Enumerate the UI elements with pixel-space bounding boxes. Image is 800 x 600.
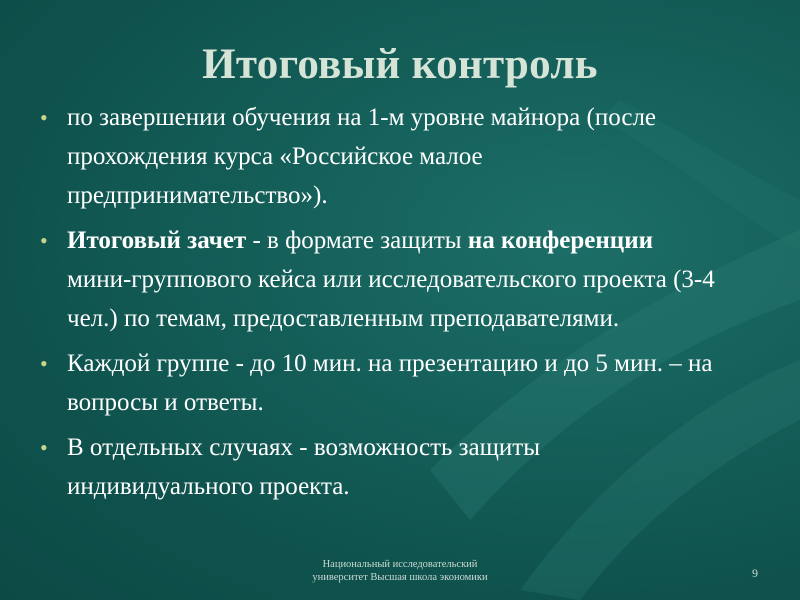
bullet-marker-icon: • bbox=[40, 435, 48, 460]
bullet-list bbox=[40, 98, 720, 512]
bullet-item bbox=[40, 428, 720, 506]
bullet-item bbox=[40, 221, 720, 338]
bullet-item bbox=[40, 98, 720, 215]
bullet-marker-icon: • bbox=[40, 105, 48, 130]
bullet-item bbox=[40, 344, 720, 422]
bullet-text: В отдельных случаях - возможность защиты индивидуального проекта. bbox=[67, 434, 540, 500]
footer-line-2: университет Высшая школа экономики bbox=[312, 572, 488, 583]
bullet-text: мини-группового кейса или исследовательского проекта (3-4 чел.) по темам, предоставленным преподавателями. bbox=[67, 266, 715, 332]
footer-line-1: Национальный исследовательский bbox=[322, 559, 478, 570]
bullet-text: Каждой группе - до 10 мин. на презентацию и до 5 мин. – на вопросы и ответы. bbox=[67, 350, 713, 416]
bullet-text: по завершении обучения на 1-м уровне майнора (после прохождения курса «Российское малое предпринимательство»). bbox=[67, 104, 657, 209]
bullet-marker-icon: • bbox=[40, 351, 48, 376]
slide-title: Итоговый контроль bbox=[202, 41, 598, 88]
bullet-marker-icon: • bbox=[40, 228, 48, 253]
bullet-text: - в формате защиты bbox=[246, 227, 468, 254]
page-number: 9 bbox=[752, 566, 758, 580]
bullet-bold-text: Итоговый зачет bbox=[67, 227, 247, 254]
footer bbox=[300, 558, 500, 584]
bullet-bold-text: на конференции bbox=[467, 227, 654, 254]
